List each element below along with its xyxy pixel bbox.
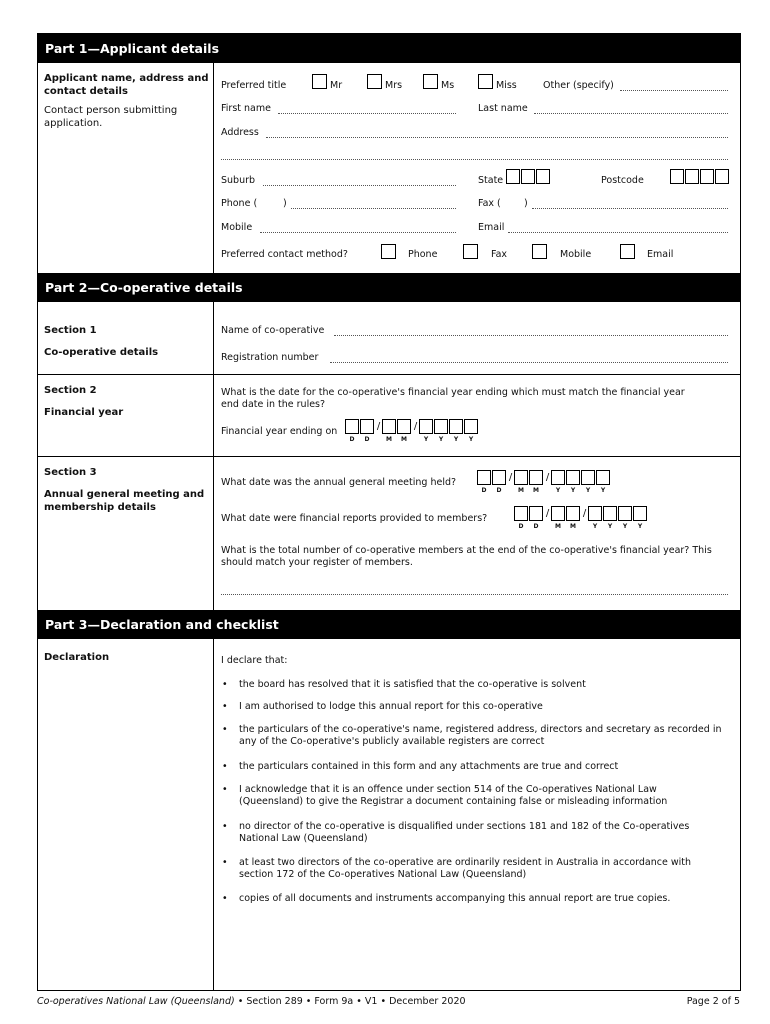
footer-law-title: Co-operatives National Law (Queensland) bbox=[37, 996, 235, 1007]
column-divider bbox=[213, 639, 214, 990]
state-box[interactable] bbox=[521, 169, 535, 184]
coop-name-field[interactable] bbox=[334, 335, 728, 336]
contact-phone-label: Phone bbox=[408, 249, 438, 260]
section-divider bbox=[38, 456, 740, 457]
agm-date[interactable] bbox=[477, 470, 611, 485]
section1-title: Section 1 bbox=[44, 325, 97, 336]
contact-phone-checkbox[interactable] bbox=[381, 244, 396, 259]
email-field[interactable] bbox=[508, 232, 728, 233]
date-box[interactable] bbox=[551, 506, 565, 521]
date-slash: / bbox=[545, 472, 550, 483]
date-letter: D bbox=[349, 436, 355, 443]
declaration-text: copies of all documents and instruments accompanying this annual report are true copies. bbox=[239, 893, 671, 904]
title-ms-checkbox[interactable] bbox=[423, 74, 438, 89]
footer-form-info: • Section 289 • Form 9a • V1 • December 2020 bbox=[234, 996, 466, 1007]
title-miss-label: Miss bbox=[496, 80, 517, 91]
date-letter: M bbox=[518, 487, 524, 494]
footer-reference bbox=[37, 996, 466, 1007]
date-box[interactable] bbox=[514, 506, 528, 521]
date-letter: Y bbox=[555, 487, 561, 494]
last-name-label: Last name bbox=[478, 103, 528, 114]
date-format-labels bbox=[514, 523, 734, 531]
suburb-label: Suburb bbox=[221, 175, 256, 186]
section1-subtitle: Co-operative details bbox=[44, 347, 159, 358]
title-ms-label: Ms bbox=[441, 80, 455, 91]
date-letter: Y bbox=[600, 487, 606, 494]
bullet-dot: • bbox=[222, 761, 228, 772]
reports-question: What date were financial reports provided to members? bbox=[221, 513, 488, 524]
date-letter: D bbox=[496, 487, 502, 494]
contact-fax-checkbox[interactable] bbox=[463, 244, 478, 259]
suburb-field[interactable] bbox=[263, 185, 456, 186]
postcode-boxes[interactable] bbox=[670, 169, 730, 184]
section3-subtitle: Annual general meeting and membership details bbox=[44, 489, 205, 513]
date-box[interactable] bbox=[529, 470, 543, 485]
state-label: State bbox=[478, 175, 504, 186]
bullet-dot: • bbox=[222, 821, 228, 832]
email-label: Email bbox=[478, 222, 505, 233]
declaration-item bbox=[223, 679, 723, 691]
date-slash: / bbox=[376, 421, 381, 432]
date-box[interactable] bbox=[551, 470, 565, 485]
date-letter: Y bbox=[570, 487, 576, 494]
bullet-dot: • bbox=[222, 784, 228, 795]
part2-header: Part 2—Co-operative details bbox=[38, 273, 740, 302]
date-letter: Y bbox=[622, 523, 628, 530]
part3-header: Part 3—Declaration and checklist bbox=[38, 610, 740, 639]
title-miss-checkbox[interactable] bbox=[478, 74, 493, 89]
declaration-text: the board has resolved that it is satisfied that the co-operative is solvent bbox=[239, 679, 586, 690]
bullet-dot: • bbox=[222, 893, 228, 904]
date-letter: Y bbox=[637, 523, 643, 530]
financial-year-date[interactable] bbox=[345, 419, 479, 434]
reports-date[interactable] bbox=[514, 506, 648, 521]
date-letter: M bbox=[386, 436, 392, 443]
members-question: What is the total number of co-operative members at the end of the co-operative's financial year? This should match your register of members. bbox=[221, 545, 712, 568]
last-name-field[interactable] bbox=[534, 113, 728, 114]
date-letter: D bbox=[364, 436, 370, 443]
postcode-label: Postcode bbox=[601, 175, 644, 186]
bullet-dot: • bbox=[222, 679, 228, 690]
section2-subtitle: Financial year bbox=[44, 407, 124, 418]
members-count-field[interactable] bbox=[221, 594, 728, 595]
postcode-box[interactable] bbox=[685, 169, 699, 184]
footer-page-number: Page 2 of 5 bbox=[686, 996, 740, 1007]
date-box[interactable] bbox=[581, 470, 595, 485]
date-box[interactable] bbox=[397, 419, 411, 434]
date-box[interactable] bbox=[566, 470, 580, 485]
section-divider bbox=[38, 374, 740, 375]
date-letter: Y bbox=[585, 487, 591, 494]
contact-fax-label: Fax bbox=[491, 249, 508, 260]
declaration-item bbox=[223, 821, 723, 845]
date-letter: Y bbox=[453, 436, 459, 443]
date-box[interactable] bbox=[419, 419, 433, 434]
date-letter: D bbox=[481, 487, 487, 494]
fax-label: Fax ( bbox=[478, 198, 501, 209]
declaration-intro: I declare that: bbox=[221, 655, 288, 666]
date-letter: Y bbox=[438, 436, 444, 443]
declaration-item bbox=[223, 761, 723, 773]
declaration-label: Declaration bbox=[44, 652, 110, 663]
date-box[interactable] bbox=[633, 506, 647, 521]
declaration-item bbox=[223, 701, 723, 713]
declaration-item bbox=[223, 784, 723, 808]
state-boxes[interactable] bbox=[506, 169, 551, 184]
title-mrs-label: Mrs bbox=[385, 80, 403, 91]
date-box[interactable] bbox=[382, 419, 396, 434]
contact-method-label: Preferred contact method? bbox=[221, 249, 348, 260]
title-other-field[interactable] bbox=[620, 90, 728, 91]
registration-number-field[interactable] bbox=[330, 362, 728, 363]
declaration-text: at least two directors of the co-operative are ordinarily resident in Australia in accordance with section 172 of the Co-operatives National Law (Queensland) bbox=[239, 857, 691, 880]
date-letter: D bbox=[518, 523, 524, 530]
postcode-box[interactable] bbox=[700, 169, 714, 184]
date-box[interactable] bbox=[492, 470, 506, 485]
date-letter: M bbox=[401, 436, 407, 443]
title-mr-checkbox[interactable] bbox=[312, 74, 327, 89]
date-box[interactable] bbox=[596, 470, 610, 485]
contact-mobile-checkbox[interactable] bbox=[532, 244, 547, 259]
date-box[interactable] bbox=[603, 506, 617, 521]
date-letter: Y bbox=[607, 523, 613, 530]
date-slash: / bbox=[545, 508, 550, 519]
form-page bbox=[37, 33, 741, 991]
bullet-dot: • bbox=[222, 724, 228, 735]
bullet-dot: • bbox=[222, 857, 228, 868]
agm-question: What date was the annual general meeting held? bbox=[221, 477, 457, 488]
phone-close-paren: ) bbox=[283, 198, 287, 209]
date-box[interactable] bbox=[529, 506, 543, 521]
address-field-line1[interactable] bbox=[266, 137, 728, 138]
address-label: Address bbox=[221, 127, 259, 138]
declaration-text: no director of the co-operative is disqualified under sections 181 and 182 of the Co-operatives National Law (Queensland) bbox=[239, 821, 690, 844]
contact-email-label: Email bbox=[647, 249, 674, 260]
financial-year-label: Financial year ending on bbox=[221, 426, 338, 437]
title-mr-label: Mr bbox=[330, 80, 343, 91]
fax-field[interactable] bbox=[532, 208, 728, 209]
date-box[interactable] bbox=[618, 506, 632, 521]
date-slash: / bbox=[413, 421, 418, 432]
date-letter: Y bbox=[468, 436, 474, 443]
section3-title: Section 3 bbox=[44, 467, 97, 478]
financial-year-question: What is the date for the co-operative's financial year ending which must match the financial year end date in the rules? bbox=[221, 387, 685, 410]
part1-label: Applicant name, address and contact details bbox=[44, 73, 209, 97]
postcode-box[interactable] bbox=[670, 169, 684, 184]
date-box[interactable] bbox=[588, 506, 602, 521]
date-slash: / bbox=[508, 472, 513, 483]
title-mrs-checkbox[interactable] bbox=[367, 74, 382, 89]
date-letter: Y bbox=[423, 436, 429, 443]
section2-title: Section 2 bbox=[44, 385, 97, 396]
date-box[interactable] bbox=[449, 419, 463, 434]
date-box[interactable] bbox=[434, 419, 448, 434]
declaration-item bbox=[223, 857, 723, 881]
declaration-text: I am authorised to lodge this annual report for this co-operative bbox=[239, 701, 543, 712]
registration-number-label: Registration number bbox=[221, 352, 319, 363]
declaration-text: I acknowledge that it is an offence under section 514 of the Co-operatives National Law (Queensland) to give the Registrar a document containing false or misleading information bbox=[239, 784, 668, 807]
coop-name-label: Name of co-operative bbox=[221, 325, 325, 336]
mobile-label: Mobile bbox=[221, 222, 253, 233]
state-box[interactable] bbox=[536, 169, 550, 184]
phone-field[interactable] bbox=[291, 208, 456, 209]
date-box[interactable] bbox=[360, 419, 374, 434]
postcode-box[interactable] bbox=[715, 169, 729, 184]
first-name-field[interactable] bbox=[278, 113, 456, 114]
declaration-text: the particulars of the co-operative's name, registered address, directors and secretary as recorded in any of the Co-operative's publicly available registers are correct bbox=[239, 724, 722, 747]
date-box[interactable] bbox=[464, 419, 478, 434]
declaration-item bbox=[223, 893, 723, 905]
first-name-label: First name bbox=[221, 103, 271, 114]
contact-email-checkbox[interactable] bbox=[620, 244, 635, 259]
date-letter: D bbox=[533, 523, 539, 530]
part1-header: Part 1—Applicant details bbox=[38, 34, 740, 63]
date-box[interactable] bbox=[477, 470, 491, 485]
contact-mobile-label: Mobile bbox=[560, 249, 592, 260]
date-letter: M bbox=[570, 523, 576, 530]
date-letter: M bbox=[555, 523, 561, 530]
preferred-title-label: Preferred title bbox=[221, 80, 287, 91]
declaration-item bbox=[223, 724, 723, 748]
state-box[interactable] bbox=[506, 169, 520, 184]
date-format-labels bbox=[477, 487, 697, 495]
date-slash: / bbox=[582, 508, 587, 519]
address-field-line2[interactable] bbox=[221, 159, 728, 160]
mobile-field[interactable] bbox=[260, 232, 456, 233]
title-other-label: Other (specify) bbox=[543, 80, 614, 91]
date-letter: Y bbox=[592, 523, 598, 530]
date-letter: M bbox=[533, 487, 539, 494]
column-divider bbox=[213, 63, 214, 273]
date-box[interactable] bbox=[566, 506, 580, 521]
declaration-text: the particulars contained in this form and any attachments are true and correct bbox=[239, 761, 619, 772]
date-box[interactable] bbox=[345, 419, 359, 434]
bullet-dot: • bbox=[222, 701, 228, 712]
fax-close-paren: ) bbox=[524, 198, 528, 209]
date-box[interactable] bbox=[514, 470, 528, 485]
date-format-labels bbox=[345, 436, 565, 444]
phone-label: Phone ( bbox=[221, 198, 258, 209]
part1-sublabel: Contact person submitting application. bbox=[44, 105, 178, 129]
